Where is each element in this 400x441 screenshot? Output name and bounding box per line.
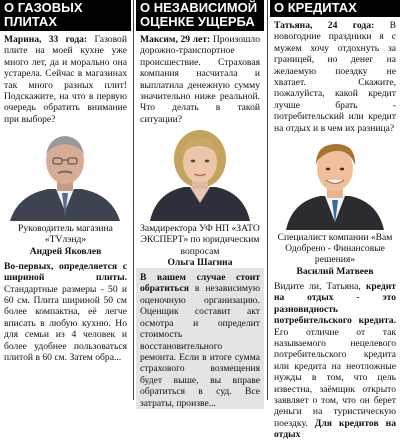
column-heading: О ГАЗОВЫХ ПЛИТАХ [0,0,131,31]
column-divider [267,0,268,400]
expert-role: Замдиректора УФ НП «ЗАТО ЭКСПЕРТ» по юридическим вопросам [140,223,260,257]
answer-lead: кредит на отдых - это разновидность потребительского кредита. [274,280,396,327]
answer-block [0,257,131,364]
column-heading: О НЕЗАВИСИМОЙ ОЦЕНКЕ УЩЕРБА [136,0,264,31]
question-block [270,17,400,134]
expert-name: Василий Матвеев [296,265,374,277]
photo-expert [136,129,264,221]
expert-role: Специалист компании «Вам Одобрено - Финансовые решения» [277,232,393,266]
column-divider [133,0,134,400]
column-heading: О КРЕДИТАХ [270,0,400,17]
expert-role: Руководитель магазина «TVлэнд» [18,223,113,246]
portrait-woman [136,129,264,221]
column-credits [270,0,400,441]
expert-caption [136,221,264,268]
portrait-man-glasses [0,129,131,221]
expert-caption [0,221,131,257]
question-text: Произошло дорожно-транспортное происшествие. Страховая компания насчитала и выплатила денежную сумму значительно ниже реальной. Что делать в такой ситуации? [140,34,260,125]
column-gas-stoves [0,0,131,400]
photo-expert [0,129,131,221]
column-damage-assessment [136,0,264,409]
answer-tail: Для кредитов на отдых [274,417,397,441]
asker-name: Марина, 33 года: [4,34,88,45]
expert-caption [270,230,400,277]
answer-block [136,268,264,409]
question-text: Газовой плите на моей кухне уже много лет, да и морально она устарела. Сейчас в магазинах так много разных плит! Подскажите, на что в первую очередь обратить внимание при выборе? [4,34,127,125]
asker-name: Максим, 29 лет: [140,34,211,45]
expert-name: Андрей Яковлев [29,245,102,257]
answer-text: Его отличие от так называемого нецелевого потребительского кредита или кредита на неотложные нужды в том, что цель известна, заёмщик открыто заявляет о том, что он берет деньги на туристическую поездку. [274,326,396,429]
portrait-young-man [270,138,400,230]
expert-name: Ольга Шагина [167,256,233,268]
photo-expert [270,138,400,230]
question-block [136,31,264,125]
answer-text: в независимую оценочную организацию. Оценщик составит акт осмотра и определит стоимость восстановительного ремонта. Если в итоге сумма страхового возмещения будет выше, вы вправе обратиться в суд. Все затраты, произве... [140,283,260,409]
answer-lead: В вашем случае стоит обратиться [140,272,260,295]
answer-intro: Видите ли, Татьяна, [274,280,361,292]
answer-text: Стандартные размеры - 50 и 60 см. Плита шириной 50 см более компактна, её легче вписать в любую кухню. Но для семьи из 4 человек и более удобнее пользоваться плитой в 60 см. Затем обра... [4,283,127,364]
answer-lead: Во-первых, определяется с шириной плиты. [4,260,127,284]
answer-block [270,277,400,441]
asker-name: Татьяна, 24 года: [274,20,375,31]
question-block [0,31,131,125]
question-text: В новогодние праздники я с мужем хочу отдохнуть за границей, но денег на желаемую поездку не хватает. Скажите, пожалуйста, какой кредит лучше брать - потребительский или кредит на отдых и в чем их разница? [274,20,396,134]
